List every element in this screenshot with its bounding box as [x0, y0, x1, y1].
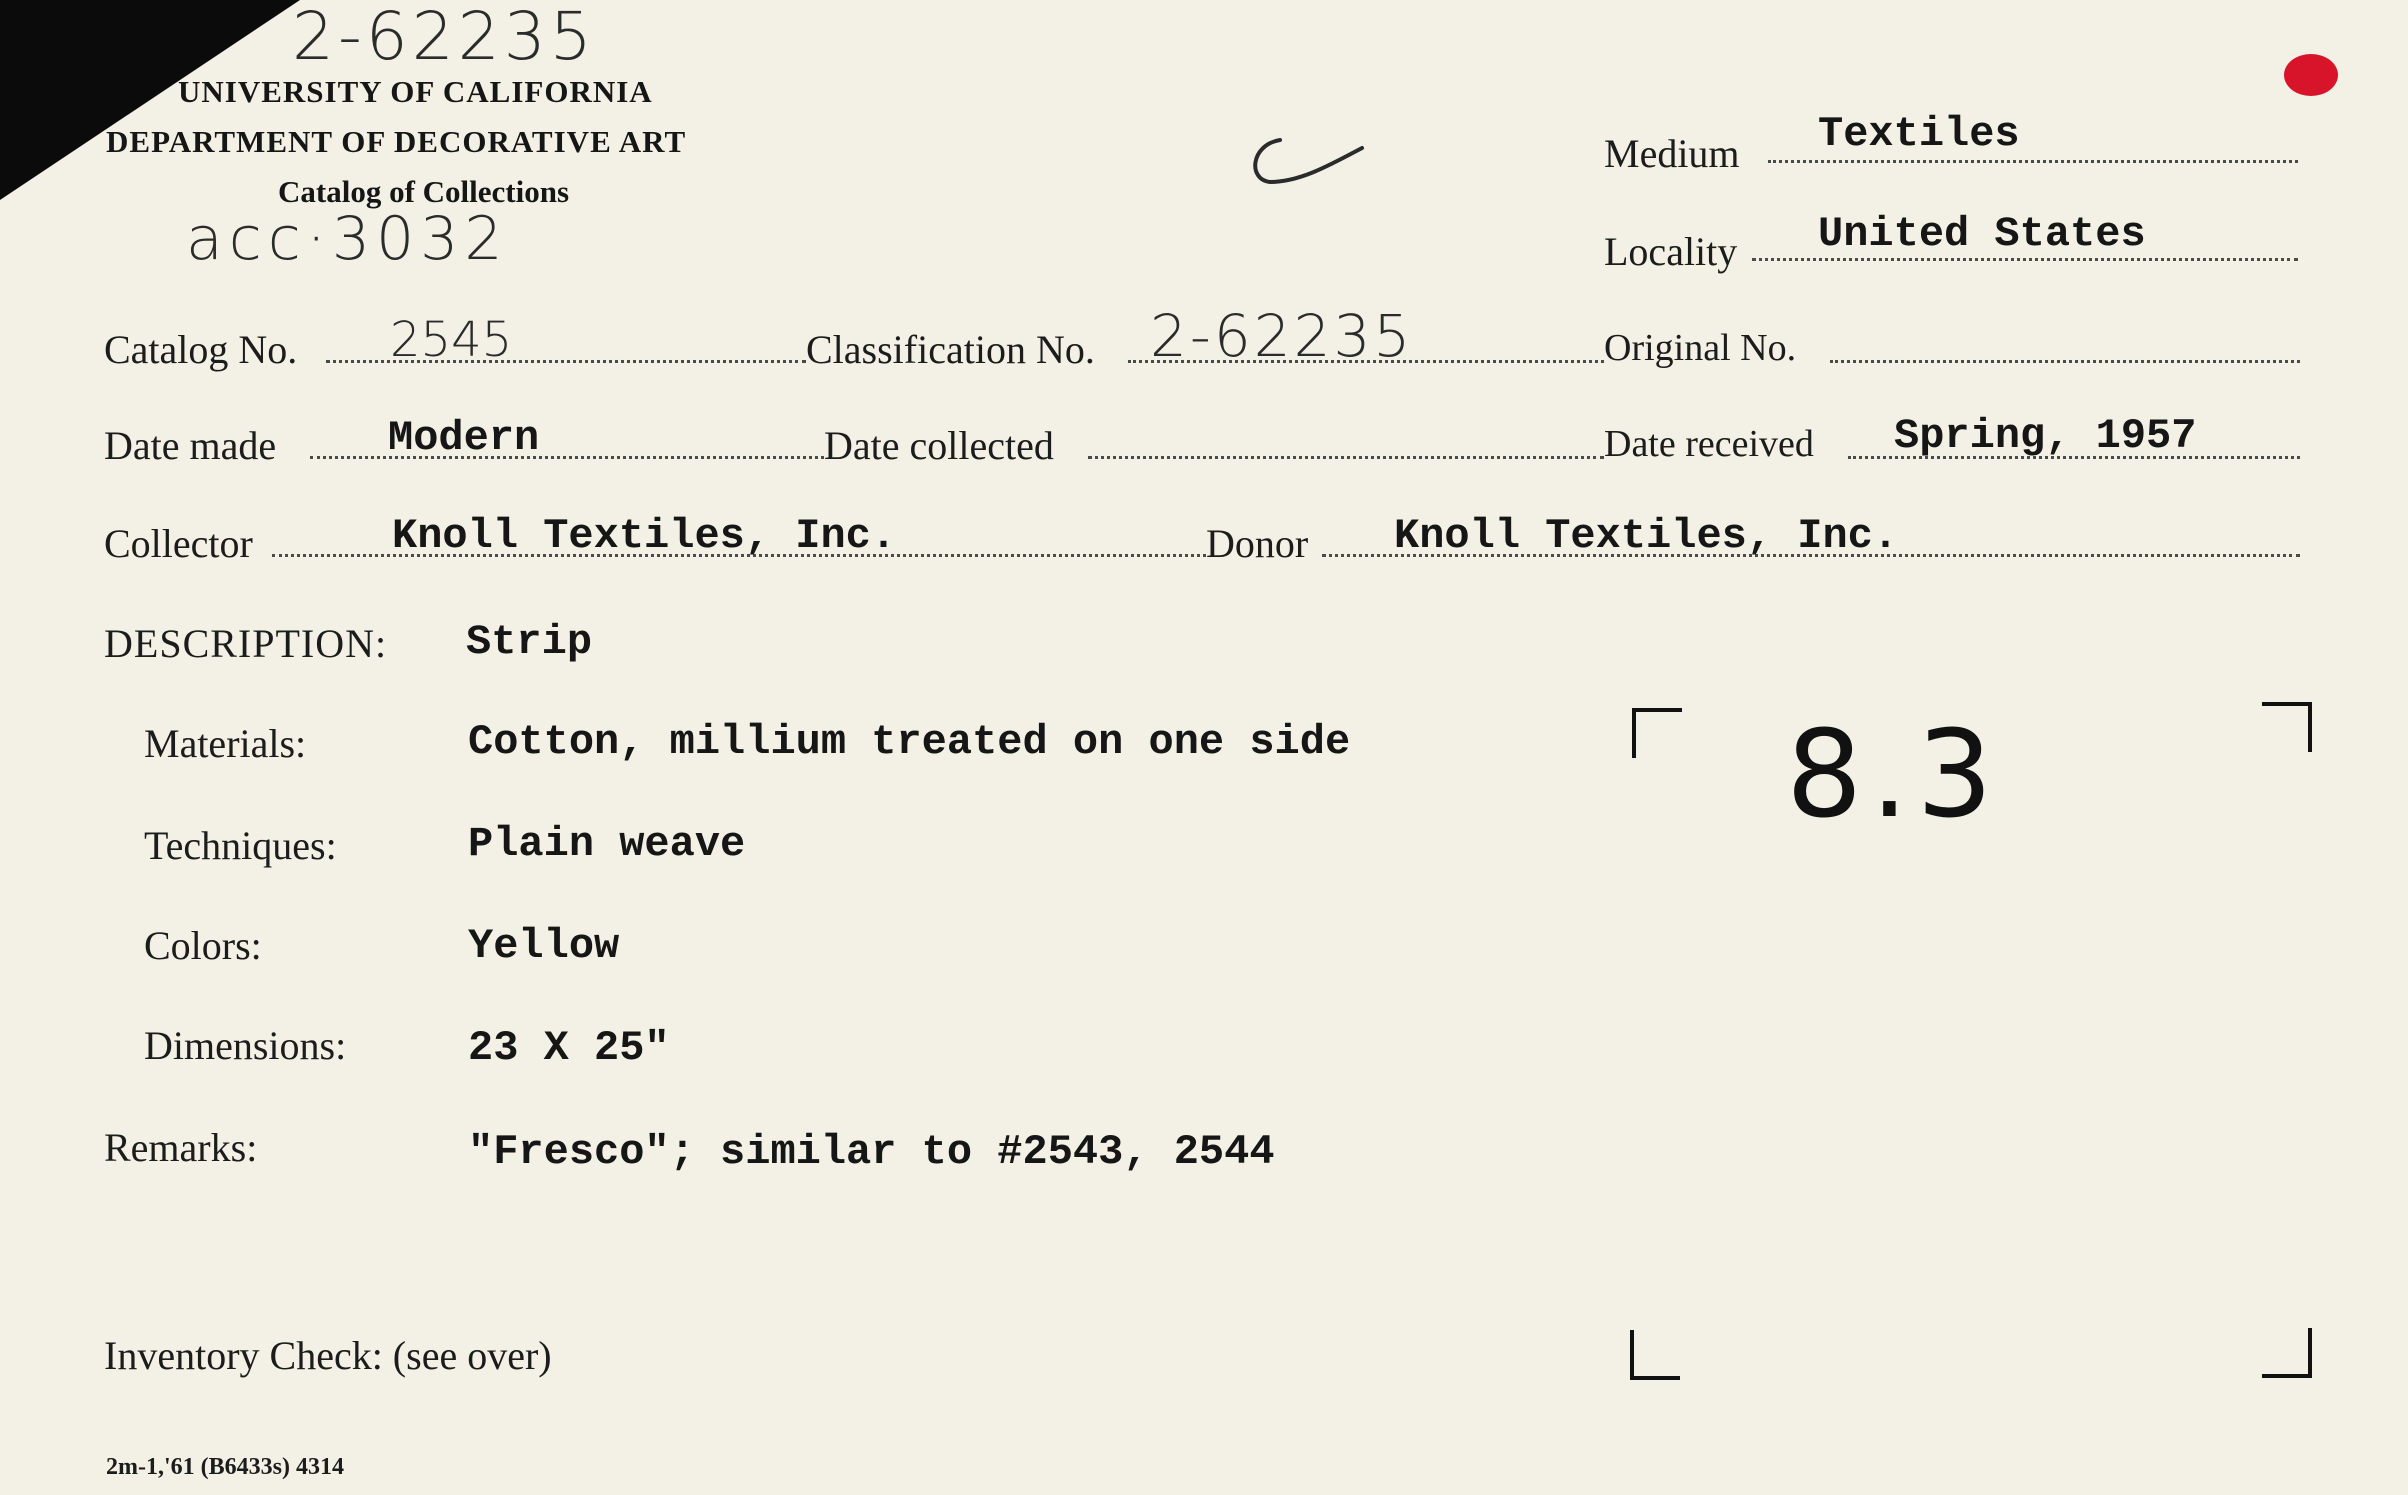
bracket-bottom-left: [1630, 1330, 1680, 1380]
catalog-of-collections: Catalog of Collections: [278, 174, 570, 209]
medium-value: Textiles: [1818, 110, 2020, 158]
techniques-label: Techniques:: [144, 823, 337, 868]
dimensions-label: Dimensions:: [144, 1023, 347, 1068]
remarks-label: Remarks:: [104, 1125, 258, 1170]
donor-label: Donor: [1206, 521, 1309, 566]
catalog-no-label: Catalog No.: [104, 327, 298, 372]
classification-no-value: 2-62235: [1150, 302, 1414, 370]
hand-number: 2-62235: [292, 0, 596, 75]
bracket-top-left: [1632, 708, 1682, 758]
classification-no-label: Classification No.: [806, 327, 1095, 372]
description-label: DESCRIPTION:: [104, 621, 388, 666]
date-received-label: Date received: [1604, 423, 1814, 465]
medium-label: Medium: [1604, 131, 1740, 176]
materials-value: Cotton, millium treated on one side: [468, 718, 1351, 766]
original-no-line: [1830, 360, 2300, 363]
department-title: DEPARTMENT OF DECORATIVE ART: [106, 124, 687, 159]
print-code: 2m-1,'61 (B6433s) 4314: [106, 1454, 344, 1480]
image-box-number: 8.3: [1786, 706, 2001, 845]
remarks-value: "Fresco"; similar to #2543, 2544: [468, 1128, 1275, 1176]
colors-value: Yellow: [468, 922, 620, 970]
colors-label: Colors:: [144, 923, 262, 968]
collector-value: Knoll Textiles, Inc.: [392, 512, 897, 560]
inventory-check: Inventory Check: (see over): [104, 1333, 552, 1378]
techniques-value: Plain weave: [468, 820, 746, 868]
university-title: UNIVERSITY OF CALIFORNIA: [178, 74, 653, 109]
date-made-label: Date made: [104, 423, 277, 468]
check-mark: [1240, 120, 1370, 200]
date-collected-label: Date collected: [824, 423, 1054, 468]
locality-value: United States: [1818, 210, 2146, 258]
locality-line: [1752, 258, 2298, 261]
materials-label: Materials:: [144, 721, 307, 766]
date-received-value: Spring, 1957: [1894, 412, 2197, 460]
red-dot-marker: [2284, 54, 2338, 96]
bracket-top-right: [2262, 702, 2312, 752]
medium-line: [1768, 160, 2298, 163]
acc-number: acc·3032: [186, 204, 509, 274]
date-made-value: Modern: [388, 414, 540, 462]
bracket-bottom-right: [2262, 1328, 2312, 1378]
description-value: Strip: [466, 618, 593, 666]
date-collected-line: [1088, 456, 1604, 459]
original-no-label: Original No.: [1604, 327, 1797, 369]
collector-label: Collector: [104, 521, 253, 566]
locality-label: Locality: [1604, 229, 1738, 274]
catalog-no-value: 2545: [390, 312, 513, 368]
donor-value: Knoll Textiles, Inc.: [1394, 512, 1899, 560]
dimensions-value: 23 X 25": [468, 1024, 670, 1072]
